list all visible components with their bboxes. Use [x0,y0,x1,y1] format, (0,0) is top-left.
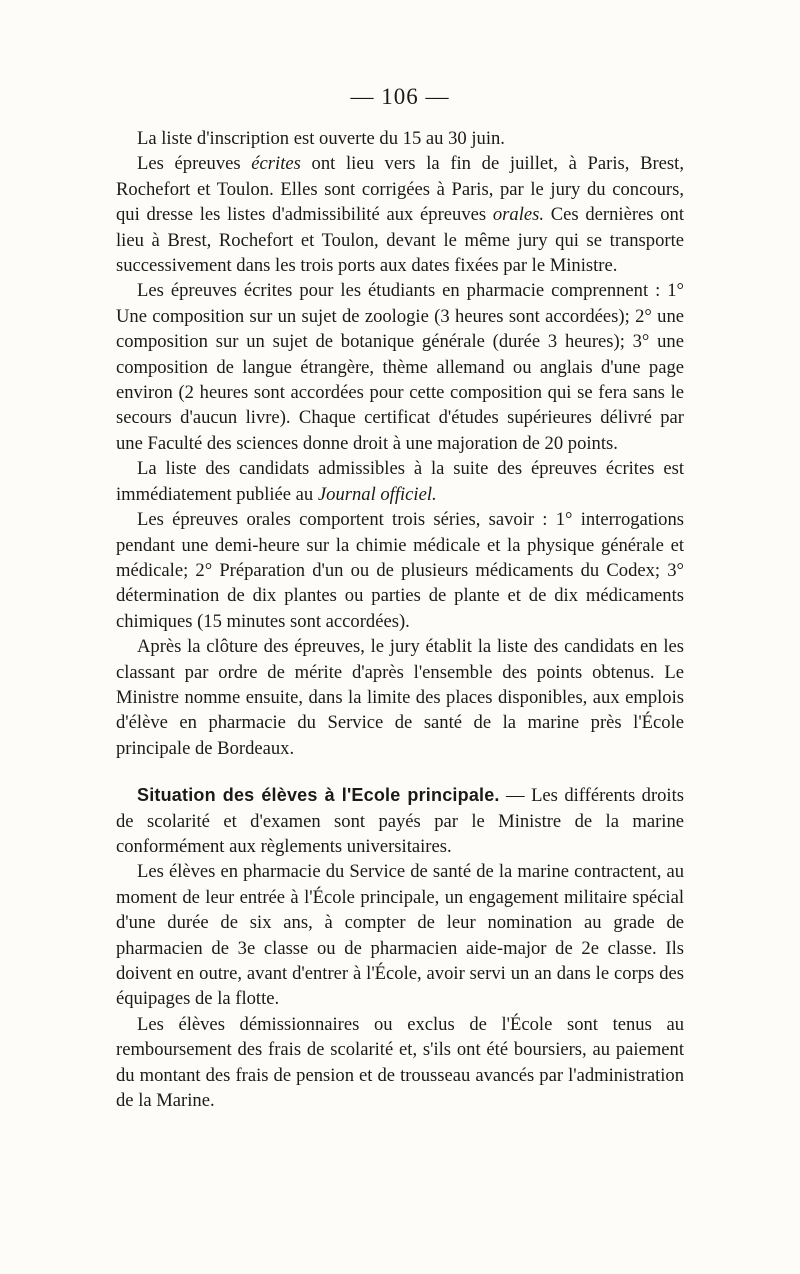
page-number: — 106 — [350,84,450,109]
paragraph-registration: La liste d'inscription est ouverte du 15 au 30 juin. [137,128,505,149]
paragraph-final-ranking: Après la clôture des épreuves, le jury établit la liste des candidats en les classant par ordre de mérite d'après l'ensemble des points obtenus. Le Ministre nomme ensuite, dans la limite des places disponibles, aux emplois d'élève en pharmacie du Service de santé de la marine près l'École principale de Bordeaux. [116,636,684,759]
paragraph-written-exams-middle: ont lieu vers la fin de juillet, à Paris, Brest, Rochefort et Toulon. Elles sont corrigées à Paris, par le jury du concours, qui dresse les listes d'admissibilité aux épreuves [116,153,684,226]
section-heading: Situation des élèves à l'Ecole principale. [137,785,500,806]
paragraph-written-exams-end: Ces dernières ont lieu à Brest, Rochefort et Toulon, devant le même jury qui se transporte successivement dans les trois ports aux dates fixées par le Ministre. [116,204,684,277]
term-ecrites: écrites [251,153,301,175]
body-text [116,126,684,1113]
paragraph-written-exams-start: Les épreuves [137,153,252,175]
paragraph-written-exams [116,151,684,278]
paragraph-admissibles-text: La liste des candidats admissibles à la suite des épreuves écrites est immédiatement publiée au [116,458,684,505]
paragraph-admissibles-list [116,456,684,507]
paragraph-written-tests-content: Les épreuves écrites pour les étudiants en pharmacie comprennent : 1° Une composition sur un sujet de zoologie (3 heures sont accordées); 2° une composition sur un sujet de botanique générale (durée 3 heures); 3° une composition de langue étrangère, thème allemand ou anglais d'une page environ (2 heures sont accordées pour cette composition qui se fera sans le secours d'aucun livre). Chaque certificat d'études supérieures délivré par une Faculté des sciences donne droit à une majoration de 20 points. [116,280,684,454]
paragraph-school-situation [116,783,684,859]
paragraph-reimbursement: Les élèves démissionnaires ou exclus de l'École sont tenus au remboursement des frais de scolarité et, s'ils ont été boursiers, au paiement du montant des frais de pension et de trousseau avancés par l'administration de la Marine. [116,1013,684,1112]
paragraph-oral-exams: Les épreuves orales comportent trois séries, savoir : 1° interrogations pendant une demi-heure sur la chimie médicale et la physique générale et médicale; 2° Préparation d'un ou de plusieurs médicaments du Codex; 3° détermination de dix plantes ou parties de plante et de dix médicaments chimiques (15 minutes sont accordées). [116,509,684,632]
term-orales: orales. [492,204,544,226]
section-spacer [116,761,684,783]
paragraph-school-situation-text: — Les différents droits de scolarité et d'examen sont payés par le Ministre de la marine conformément aux règlements universitaires. [116,785,684,857]
term-journal-officiel: Journal officiel. [317,483,437,505]
paragraph-engagement: Les élèves en pharmacie du Service de santé de la marine contractent, au moment de leur entrée à l'École principale, un engagement militaire spécial d'une durée de six ans, à compter de leur nomination au grade de pharmacien de 3e classe ou de pharmacien aide-major de 2e classe. Ils doivent en outre, avant d'entrer à l'École, avoir servi un an dans le corps des équipages de la flotte. [116,861,684,1010]
